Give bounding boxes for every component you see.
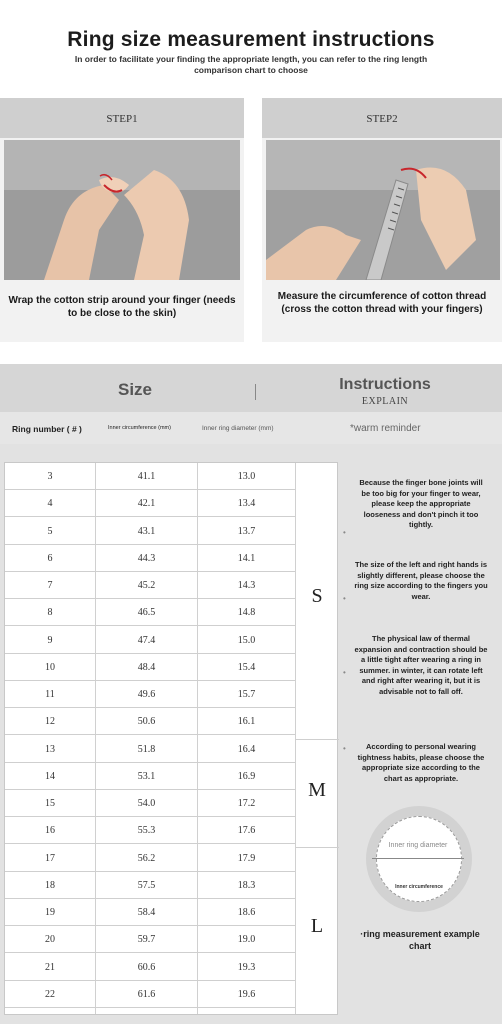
- group-divider: [295, 739, 339, 740]
- inner-diameter-cell: 16.1: [237, 716, 256, 728]
- table-row: [5, 981, 295, 1008]
- bullet-dot: •: [343, 594, 346, 603]
- size-group-l: L: [310, 915, 324, 937]
- inner-diameter-cell: 19.3: [237, 961, 256, 973]
- ring-number-cell: 16: [45, 825, 55, 837]
- size-group-s: S: [311, 585, 323, 607]
- inner-circumference-cell: 51.8: [137, 743, 156, 755]
- explain-heading: EXPLAIN: [361, 396, 409, 407]
- ring-number-cell: 20: [45, 934, 55, 946]
- inner-circumference-cell: 47.4: [137, 634, 156, 646]
- reminder-note-2: The size of the left and right hands is slightly different, please choose the ring size according to the fingers you wear.: [354, 560, 488, 601]
- inner-diameter-cell: 18.3: [237, 879, 256, 891]
- inner-diameter-cell: 14.1: [237, 552, 256, 564]
- ring-number-cell: 17: [45, 852, 55, 864]
- table-row: [5, 763, 295, 790]
- inner-circumference-cell: 55.3: [137, 825, 156, 837]
- table-row: [5, 518, 295, 545]
- table-row: [5, 736, 295, 763]
- hands-measuring-ruler-image: [266, 140, 500, 280]
- inner-circumference-cell: 53.1: [137, 770, 156, 782]
- ring-number-cell: 3: [47, 471, 53, 482]
- step-1-panel: [0, 98, 244, 342]
- inner-diameter-cell: 13.7: [237, 525, 256, 537]
- inner-circumference-cell: 49.6: [137, 689, 156, 700]
- ring-number-cell: 15: [45, 798, 55, 809]
- inner-diameter-cell: 16.9: [237, 770, 256, 782]
- step-2-panel: [262, 98, 502, 342]
- step-1-bar: [0, 98, 244, 138]
- ring-number-cell: 10: [45, 661, 55, 673]
- inner-diameter-cell: 14.3: [237, 580, 256, 591]
- table-row: [5, 490, 295, 517]
- inner-circumference-cell: 59.7: [137, 934, 156, 946]
- table-row: [5, 790, 295, 817]
- step-1-caption: Wrap the cotton strip around your finger (needs to be close to the skin): [8, 295, 236, 319]
- ring-number-cell: 4: [47, 498, 53, 510]
- inner-circumference-cell: 44.3: [137, 552, 156, 564]
- table-row: [5, 872, 295, 899]
- inner-diameter-cell: 17.9: [237, 852, 256, 864]
- table-row: [5, 599, 295, 626]
- inner-circumference-cell: 56.2: [137, 852, 156, 864]
- col-inner-circumference: Inner circumference (mm): [108, 425, 171, 431]
- inner-diameter-cell: 15.4: [237, 661, 256, 673]
- ring-number-cell: 9: [47, 634, 53, 646]
- inner-diameter-cell: 16.4: [237, 743, 256, 755]
- table-row: [5, 954, 295, 981]
- step-2-caption: Measure the circumference of cotton thread (cross the cotton thread with your fingers): [277, 291, 487, 315]
- inner-circumference-cell: 46.5: [137, 607, 156, 619]
- ring-number-cell: 11: [45, 689, 55, 700]
- ring-number-cell: 19: [45, 907, 55, 918]
- inner-circumference-cell: 57.5: [137, 879, 156, 891]
- size-table: [4, 462, 338, 1015]
- ring-number-cell: 6: [47, 552, 53, 564]
- ring-number-cell: 12: [45, 716, 55, 728]
- bullet-dot: •: [343, 668, 346, 677]
- inner-circumference-cell: 45.2: [137, 580, 156, 591]
- col-ring-number: Ring number ( # ): [12, 424, 82, 434]
- page-subtitle: In order to facilitate your finding the appropriate length, you can refer to the ring length comparison chart to choose: [74, 54, 428, 75]
- table-row: [5, 545, 295, 572]
- inner-diameter-cell: 15.0: [237, 634, 256, 646]
- inner-circumference-cell: 41.1: [137, 471, 156, 482]
- table-row: [5, 572, 295, 599]
- ring-number-cell: 13: [45, 743, 55, 755]
- ring-number-cell: 14: [45, 770, 55, 782]
- ring-number-cell: 18: [45, 879, 55, 891]
- ring-number-cell: 21: [45, 961, 55, 973]
- step-2-bar: [262, 98, 502, 138]
- step-1-photo: [4, 140, 240, 280]
- inner-diameter-cell: 14.8: [237, 607, 256, 619]
- table-row: [5, 463, 295, 490]
- step-1-label: STEP1: [106, 113, 138, 125]
- table-row: [5, 627, 295, 654]
- reminder-note-1: Because the finger bone joints will be too big for your finger to wear, please keep the appropriate looseness and don't pinch it too tightly.: [359, 478, 483, 529]
- inner-circumference-cell: 50.6: [137, 716, 156, 728]
- inner-circumference-cell: 43.1: [137, 525, 156, 537]
- ring-number-cell: 8: [47, 607, 53, 619]
- ring-number-cell: 7: [47, 580, 53, 591]
- col-inner-diameter: Inner ring diameter (mm): [202, 425, 274, 432]
- ring-inner-diameter-label: Inner ring diameter: [388, 842, 448, 849]
- bullet-dot: •: [343, 528, 346, 537]
- table-row: [5, 708, 295, 735]
- ring-inner-circumference-label: Inner circumference: [395, 884, 443, 890]
- inner-diameter-cell: 15.7: [237, 689, 256, 700]
- inner-diameter-cell: 17.6: [237, 825, 256, 837]
- inner-diameter-cell: 19.0: [237, 934, 256, 946]
- table-row: [5, 926, 295, 953]
- ring-number-cell: 22: [45, 988, 55, 1000]
- instructions-heading: Instructions: [339, 376, 431, 393]
- step-2-photo: [266, 140, 500, 280]
- inner-diameter-cell: 18.6: [237, 907, 256, 918]
- inner-circumference-cell: 42.1: [137, 498, 156, 510]
- header: [0, 0, 502, 96]
- table-row: [5, 817, 295, 844]
- header-divider: [255, 384, 256, 400]
- inner-circumference-cell: 48.4: [137, 661, 156, 673]
- col-warm-reminder: *warm reminder: [350, 423, 421, 434]
- reminder-note-4: According to personal wearing tightness habits, please choose the appropriate size according to the chart as appropriate.: [357, 742, 485, 783]
- ring-diagram: [366, 806, 472, 912]
- column-headers: [0, 412, 502, 444]
- page-title: Ring size measurement instructions: [67, 28, 435, 51]
- table-row: [5, 681, 295, 708]
- table-row: [5, 899, 295, 926]
- inner-diameter-cell: 19.6: [237, 988, 256, 1000]
- inner-circumference-cell: 60.6: [137, 961, 156, 973]
- group-divider: [295, 847, 339, 848]
- size-group-m: M: [308, 779, 326, 801]
- inner-diameter-cell: 13.0: [237, 471, 256, 482]
- inner-circumference-cell: 54.0: [137, 798, 156, 809]
- inner-diameter-cell: 17.2: [237, 798, 256, 809]
- inner-circumference-cell: 61.6: [137, 988, 156, 1000]
- hands-wrapping-finger-image: [4, 140, 240, 280]
- table-row: [5, 845, 295, 872]
- size-heading: Size: [117, 380, 153, 399]
- ring-diameter-line: [372, 858, 464, 859]
- table-row: [5, 654, 295, 681]
- ring-number-cell: 5: [47, 525, 53, 537]
- step-2-label: STEP2: [366, 113, 398, 125]
- inner-diameter-cell: 13.4: [237, 498, 256, 510]
- reminder-note-3: The physical law of thermal expansion and contraction should be a little tight after wearing a ring in summer. in winter, it can rotate left and right after wearing it, but it is advisable not to fall off.: [354, 634, 488, 696]
- ring-chart-caption: ·ring measurement example chart: [360, 929, 480, 951]
- inner-circumference-cell: 58.4: [137, 907, 156, 918]
- bullet-dot: •: [343, 744, 346, 753]
